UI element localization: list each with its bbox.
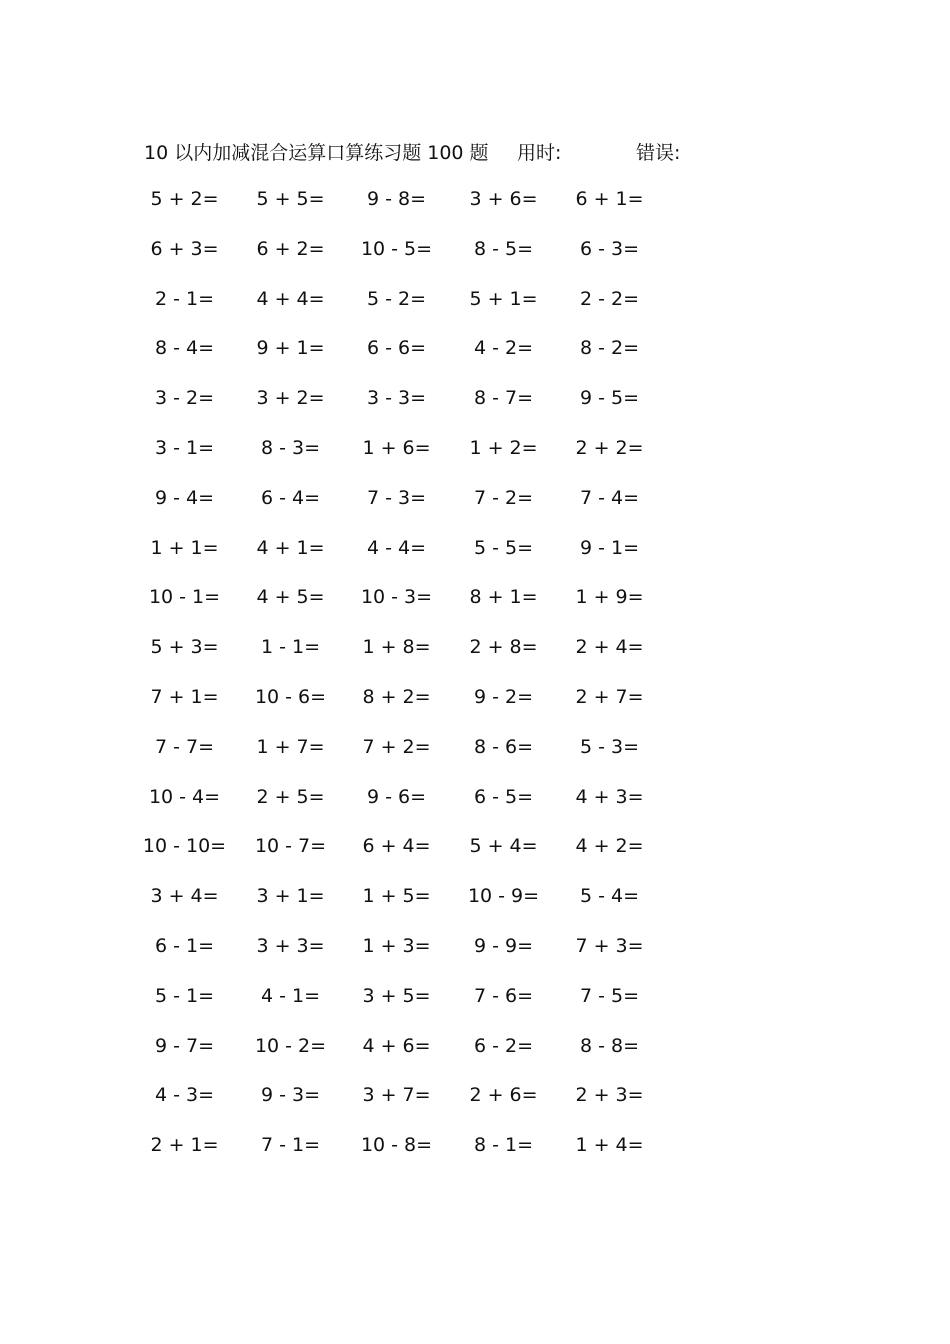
problem-item: 7 - 6= [473, 984, 534, 1007]
problem-item: 4 - 1= [260, 984, 321, 1007]
problem-item: 3 - 2= [154, 387, 215, 410]
problem-item: 10 - 3= [360, 586, 433, 609]
problem-item: 3 + 7= [362, 1084, 431, 1107]
problem-item: 5 - 5= [473, 536, 534, 559]
problem-item: 7 - 2= [473, 486, 534, 509]
problem-item: 3 + 3= [256, 935, 325, 957]
problem-item: 6 - 2= [473, 1034, 534, 1057]
problem-item: 2 + 8= [469, 636, 538, 659]
problem-item: 9 - 7= [154, 1034, 215, 1057]
problem-item: 7 - 7= [154, 735, 215, 758]
problem-item: 4 + 1= [256, 536, 325, 559]
problem-item: 9 - 5= [579, 387, 640, 410]
problem-item: 2 + 5= [256, 785, 325, 808]
problem-item: 7 + 3= [575, 935, 644, 957]
problem-item: 2 + 2= [575, 437, 644, 459]
problem-item: 9 - 8= [366, 188, 427, 210]
problem-item: 5 - 4= [579, 885, 640, 908]
problem-item: 8 - 7= [473, 387, 534, 410]
problem-item: 10 - 9= [467, 885, 540, 908]
problem-item: 3 + 5= [362, 984, 431, 1007]
problem-item: 10 - 8= [360, 1134, 433, 1157]
problem-item: 6 - 4= [260, 486, 321, 509]
problem-item: 9 - 9= [473, 935, 534, 957]
problem-item: 1 + 8= [362, 636, 431, 659]
problem-item: 2 + 3= [575, 1084, 644, 1107]
problem-item: 7 + 2= [362, 735, 431, 758]
problem-item: 5 + 1= [469, 287, 538, 310]
problem-item: 5 + 2= [150, 188, 219, 210]
problem-item: 7 + 1= [150, 686, 219, 708]
problem-item: 6 - 5= [473, 785, 534, 808]
problem-item: 1 + 3= [362, 935, 431, 957]
problem-item: 6 + 2= [256, 237, 325, 260]
problem-item: 6 + 1= [575, 188, 644, 210]
problem-item: 4 - 2= [473, 337, 534, 360]
time-used-label: 用时: [517, 141, 562, 164]
problem-item: 10 - 5= [360, 237, 433, 260]
problem-item: 6 - 6= [366, 337, 427, 360]
problem-item: 5 - 3= [579, 735, 640, 758]
problem-item: 10 - 10= [142, 835, 227, 858]
problem-item: 4 + 6= [362, 1034, 431, 1057]
problem-item: 2 + 6= [469, 1084, 538, 1107]
problem-item: 3 - 1= [154, 437, 215, 459]
problem-item: 4 + 5= [256, 586, 325, 609]
problem-item: 1 + 2= [469, 437, 538, 459]
problem-item: 7 - 1= [260, 1134, 321, 1157]
problem-item: 9 - 4= [154, 486, 215, 509]
problem-item: 10 - 6= [254, 686, 327, 708]
problem-item: 4 + 3= [575, 785, 644, 808]
problem-item: 4 + 4= [256, 287, 325, 310]
problem-item: 10 - 2= [254, 1034, 327, 1057]
problem-item: 7 - 3= [366, 486, 427, 509]
problem-item: 8 - 1= [473, 1134, 534, 1157]
problem-item: 8 + 1= [469, 586, 538, 609]
problem-item: 5 + 4= [469, 835, 538, 858]
problem-item: 7 - 4= [579, 486, 640, 509]
problem-item: 5 + 3= [150, 636, 219, 659]
problem-item: 2 + 1= [150, 1134, 219, 1157]
problem-item: 1 + 5= [362, 885, 431, 908]
problem-item: 8 - 5= [473, 237, 534, 260]
problem-item: 7 - 5= [579, 984, 640, 1007]
problem-item: 8 - 2= [579, 337, 640, 360]
problem-item: 8 - 8= [579, 1034, 640, 1057]
worksheet-title: 10 以内加减混合运算口算练习题 100 题 [144, 141, 489, 164]
problem-item: 4 + 2= [575, 835, 644, 858]
problem-item: 5 + 5= [256, 188, 325, 210]
problem-item: 10 - 7= [254, 835, 327, 858]
problem-item: 2 - 2= [579, 287, 640, 310]
problem-item: 9 - 2= [473, 686, 534, 708]
problem-item: 6 - 1= [154, 935, 215, 957]
problem-item: 9 - 3= [260, 1084, 321, 1107]
problem-item: 6 + 4= [362, 835, 431, 858]
problem-item: 2 - 1= [154, 287, 215, 310]
problem-item: 1 + 1= [150, 536, 219, 559]
problem-item: 6 - 3= [579, 237, 640, 260]
error-count-label: 错误: [636, 141, 681, 164]
problem-item: 8 - 4= [154, 337, 215, 360]
problem-item: 1 + 4= [575, 1134, 644, 1157]
problem-item: 8 - 6= [473, 735, 534, 758]
problem-item: 8 - 3= [260, 437, 321, 459]
problem-item: 4 - 3= [154, 1084, 215, 1107]
problem-item: 9 + 1= [256, 337, 325, 360]
problem-item: 3 + 1= [256, 885, 325, 908]
problem-item: 6 + 3= [150, 237, 219, 260]
problem-item: 3 - 3= [366, 387, 427, 410]
problem-item: 1 + 7= [256, 735, 325, 758]
problem-item: 10 - 1= [148, 586, 221, 609]
problem-item: 9 - 6= [366, 785, 427, 808]
problem-item: 8 + 2= [362, 686, 431, 708]
problem-item: 2 + 7= [575, 686, 644, 708]
problem-item: 3 + 2= [256, 387, 325, 410]
problem-item: 9 - 1= [579, 536, 640, 559]
problem-item: 4 - 4= [366, 536, 427, 559]
problem-item: 10 - 4= [148, 785, 221, 808]
problem-item: 2 + 4= [575, 636, 644, 659]
problem-item: 5 - 1= [154, 984, 215, 1007]
problem-item: 1 + 6= [362, 437, 431, 459]
problem-item: 1 + 9= [575, 586, 644, 609]
problem-item: 3 + 4= [150, 885, 219, 908]
problem-item: 3 + 6= [469, 188, 538, 210]
problem-item: 1 - 1= [260, 636, 321, 659]
problem-item: 5 - 2= [366, 287, 427, 310]
